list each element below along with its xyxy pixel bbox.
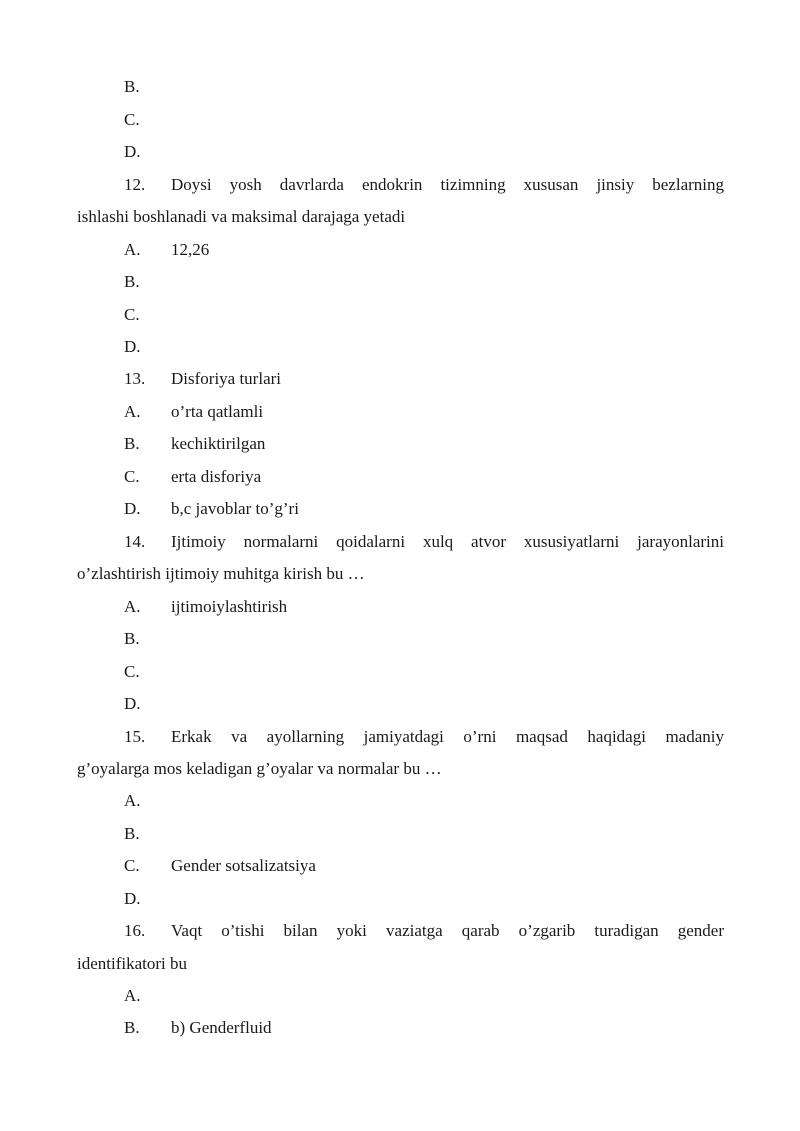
question-text: Doysi yosh davrlarda endokrin tizimning xususan jinsiy bezlarning	[171, 175, 724, 194]
option-text: erta disforiya	[171, 467, 262, 486]
option-letter: D.	[124, 889, 141, 908]
option-letter: D.	[124, 499, 141, 518]
question-text: Disforiya turlari	[171, 369, 281, 388]
option-line	[124, 108, 171, 132]
question-15-line2: g’oyalarga mos keladigan g’oyalar va normalar bu …	[77, 759, 442, 778]
option-letter: D.	[124, 694, 141, 713]
option-letter: D.	[124, 337, 141, 356]
option-text: 12,26	[171, 240, 210, 259]
option-text: b) Genderfluid	[171, 1018, 272, 1037]
question-15-line1	[124, 725, 724, 749]
question-number: 12.	[124, 175, 146, 194]
option-line	[124, 238, 209, 262]
option-line	[124, 432, 265, 456]
question-text: Ijtimoiy normalarni qoidalarni xulq atvor xususiyatlarni jarayonlarini	[171, 532, 724, 551]
option-line	[124, 270, 171, 294]
question-12-line2: ishlashi boshlanadi va maksimal darajaga yetadi	[77, 207, 406, 226]
option-line	[124, 303, 171, 327]
option-line	[124, 822, 171, 846]
option-letter: A.	[124, 597, 141, 616]
option-letter: B.	[124, 434, 140, 453]
question-number: 16.	[124, 921, 146, 940]
question-number: 13.	[124, 369, 146, 388]
option-letter: C.	[124, 856, 140, 875]
option-text: ijtimoiylashtirish	[171, 597, 288, 616]
option-letter: B.	[124, 272, 140, 291]
option-text: o’rta qatlamli	[171, 402, 264, 421]
option-letter: B.	[124, 629, 140, 648]
option-text: kechiktirilgan	[171, 434, 266, 453]
option-line	[124, 335, 171, 359]
option-line	[124, 692, 171, 716]
question-number: 14.	[124, 532, 146, 551]
question-16-line1	[124, 919, 724, 943]
question-14-line1	[124, 530, 724, 554]
option-letter: B.	[124, 1018, 140, 1037]
option-line	[124, 627, 171, 651]
option-line	[124, 789, 171, 813]
question-16-line2: identifikatori bu	[77, 954, 188, 973]
option-letter: B.	[124, 77, 140, 96]
question-number: 15.	[124, 727, 146, 746]
question-13-line1	[124, 367, 281, 391]
option-line	[124, 595, 287, 619]
option-text: Gender sotsalizatsiya	[171, 856, 316, 875]
question-text: Erkak va ayollarning jamiyatdagi o’rni maqsad haqidagi madaniy	[171, 727, 724, 746]
option-letter: C.	[124, 662, 140, 681]
option-letter: A.	[124, 402, 141, 421]
option-line	[124, 75, 171, 99]
option-letter: A.	[124, 986, 141, 1005]
option-line	[124, 660, 171, 684]
option-line	[124, 1016, 272, 1040]
question-text: Vaqt o’tishi bilan yoki vaziatga qarab o’zgarib turadigan gender	[171, 921, 724, 940]
option-letter: C.	[124, 305, 140, 324]
option-line	[124, 887, 171, 911]
question-12-line1	[124, 173, 724, 197]
option-letter: C.	[124, 467, 140, 486]
option-line	[124, 497, 299, 521]
option-line	[124, 140, 171, 164]
option-line	[124, 400, 263, 424]
option-letter: A.	[124, 240, 141, 259]
option-text: b,c javoblar to’g’ri	[171, 499, 299, 518]
option-letter: D.	[124, 142, 141, 161]
option-line	[124, 465, 261, 489]
option-letter: C.	[124, 110, 140, 129]
option-line	[124, 984, 171, 1008]
option-letter: A.	[124, 791, 141, 810]
option-letter: B.	[124, 824, 140, 843]
option-line	[124, 854, 316, 878]
question-14-line2: o’zlashtirish ijtimoiy muhitga kirish bu …	[77, 564, 365, 583]
